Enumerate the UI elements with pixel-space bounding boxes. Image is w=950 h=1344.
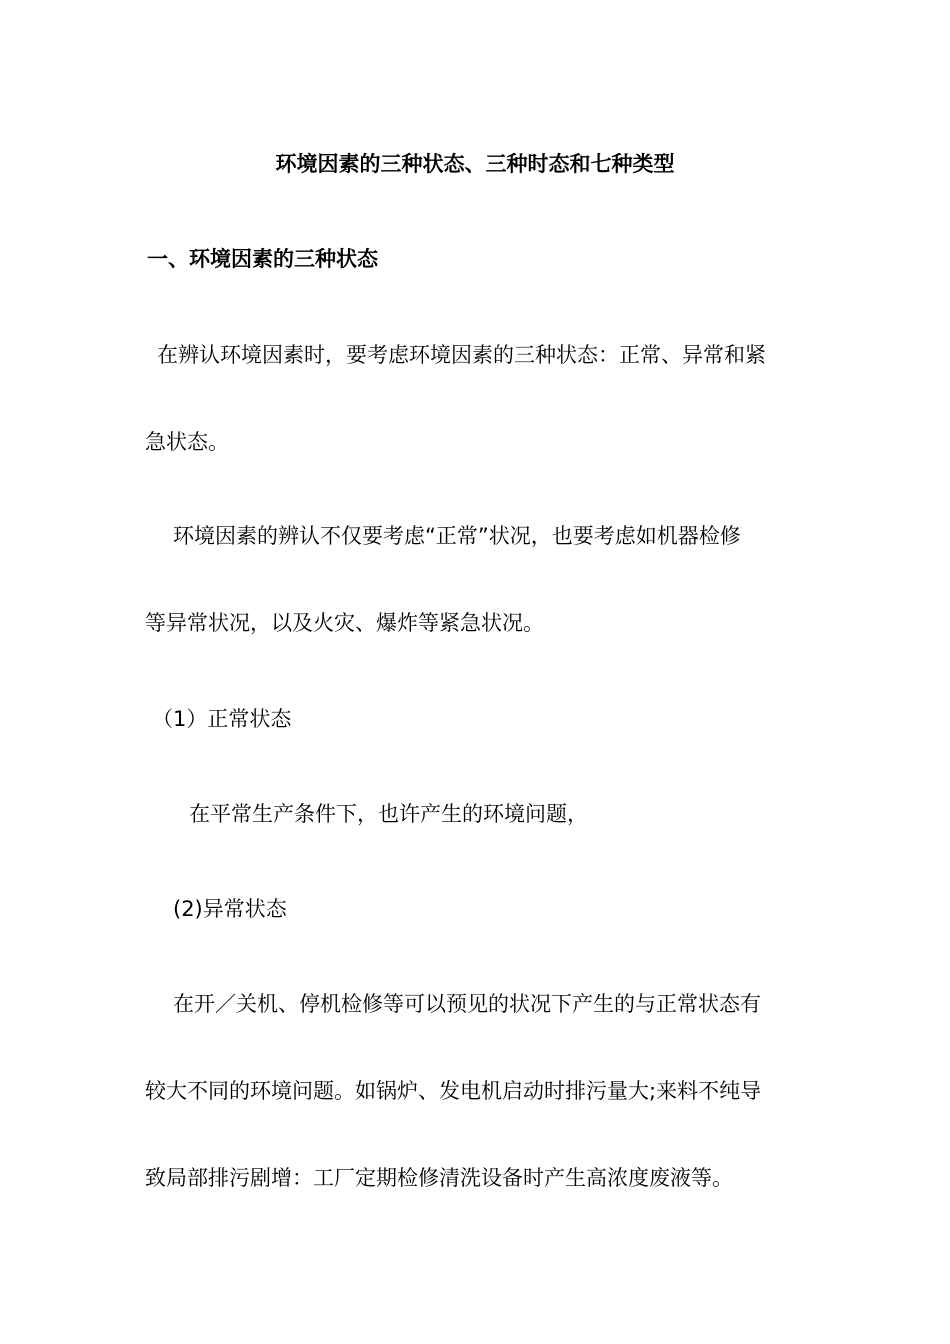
document-title: 环境因素的三种状态、三种时态和七种类型	[275, 152, 675, 176]
paragraph-line: 在辨认环境因素时，要考虑环境因素的三种状态：正常、异常和紧	[157, 343, 766, 367]
paragraph-line: 等异常状况，以及火灾、爆炸等紧急状况。	[145, 611, 544, 635]
paragraph-line: 较大不同的环境问题。如锅炉、发电机启动时排污量大;来料不纯导	[145, 1079, 762, 1103]
subheading-abnormal-state: (2)异常状态	[173, 897, 287, 921]
paragraph-line: 在平常生产条件下，也许产生的环境问题，	[189, 802, 588, 826]
subheading-normal-state: （1）正常状态	[152, 707, 292, 731]
paragraph-line: 急状态。	[145, 430, 229, 454]
section-heading: 一、环境因素的三种状态	[147, 247, 378, 271]
paragraph-line: 在开／关机、停机检修等可以预见的状况下产生的与正常状态有	[173, 992, 761, 1016]
paragraph-line: 环境因素的辨认不仅要考虑“正常”状况，也要考虑如机器检修	[173, 524, 741, 548]
paragraph-line: 致局部排污剧增：工厂定期检修清洗设备时产生高浓度废液等。	[145, 1166, 733, 1190]
